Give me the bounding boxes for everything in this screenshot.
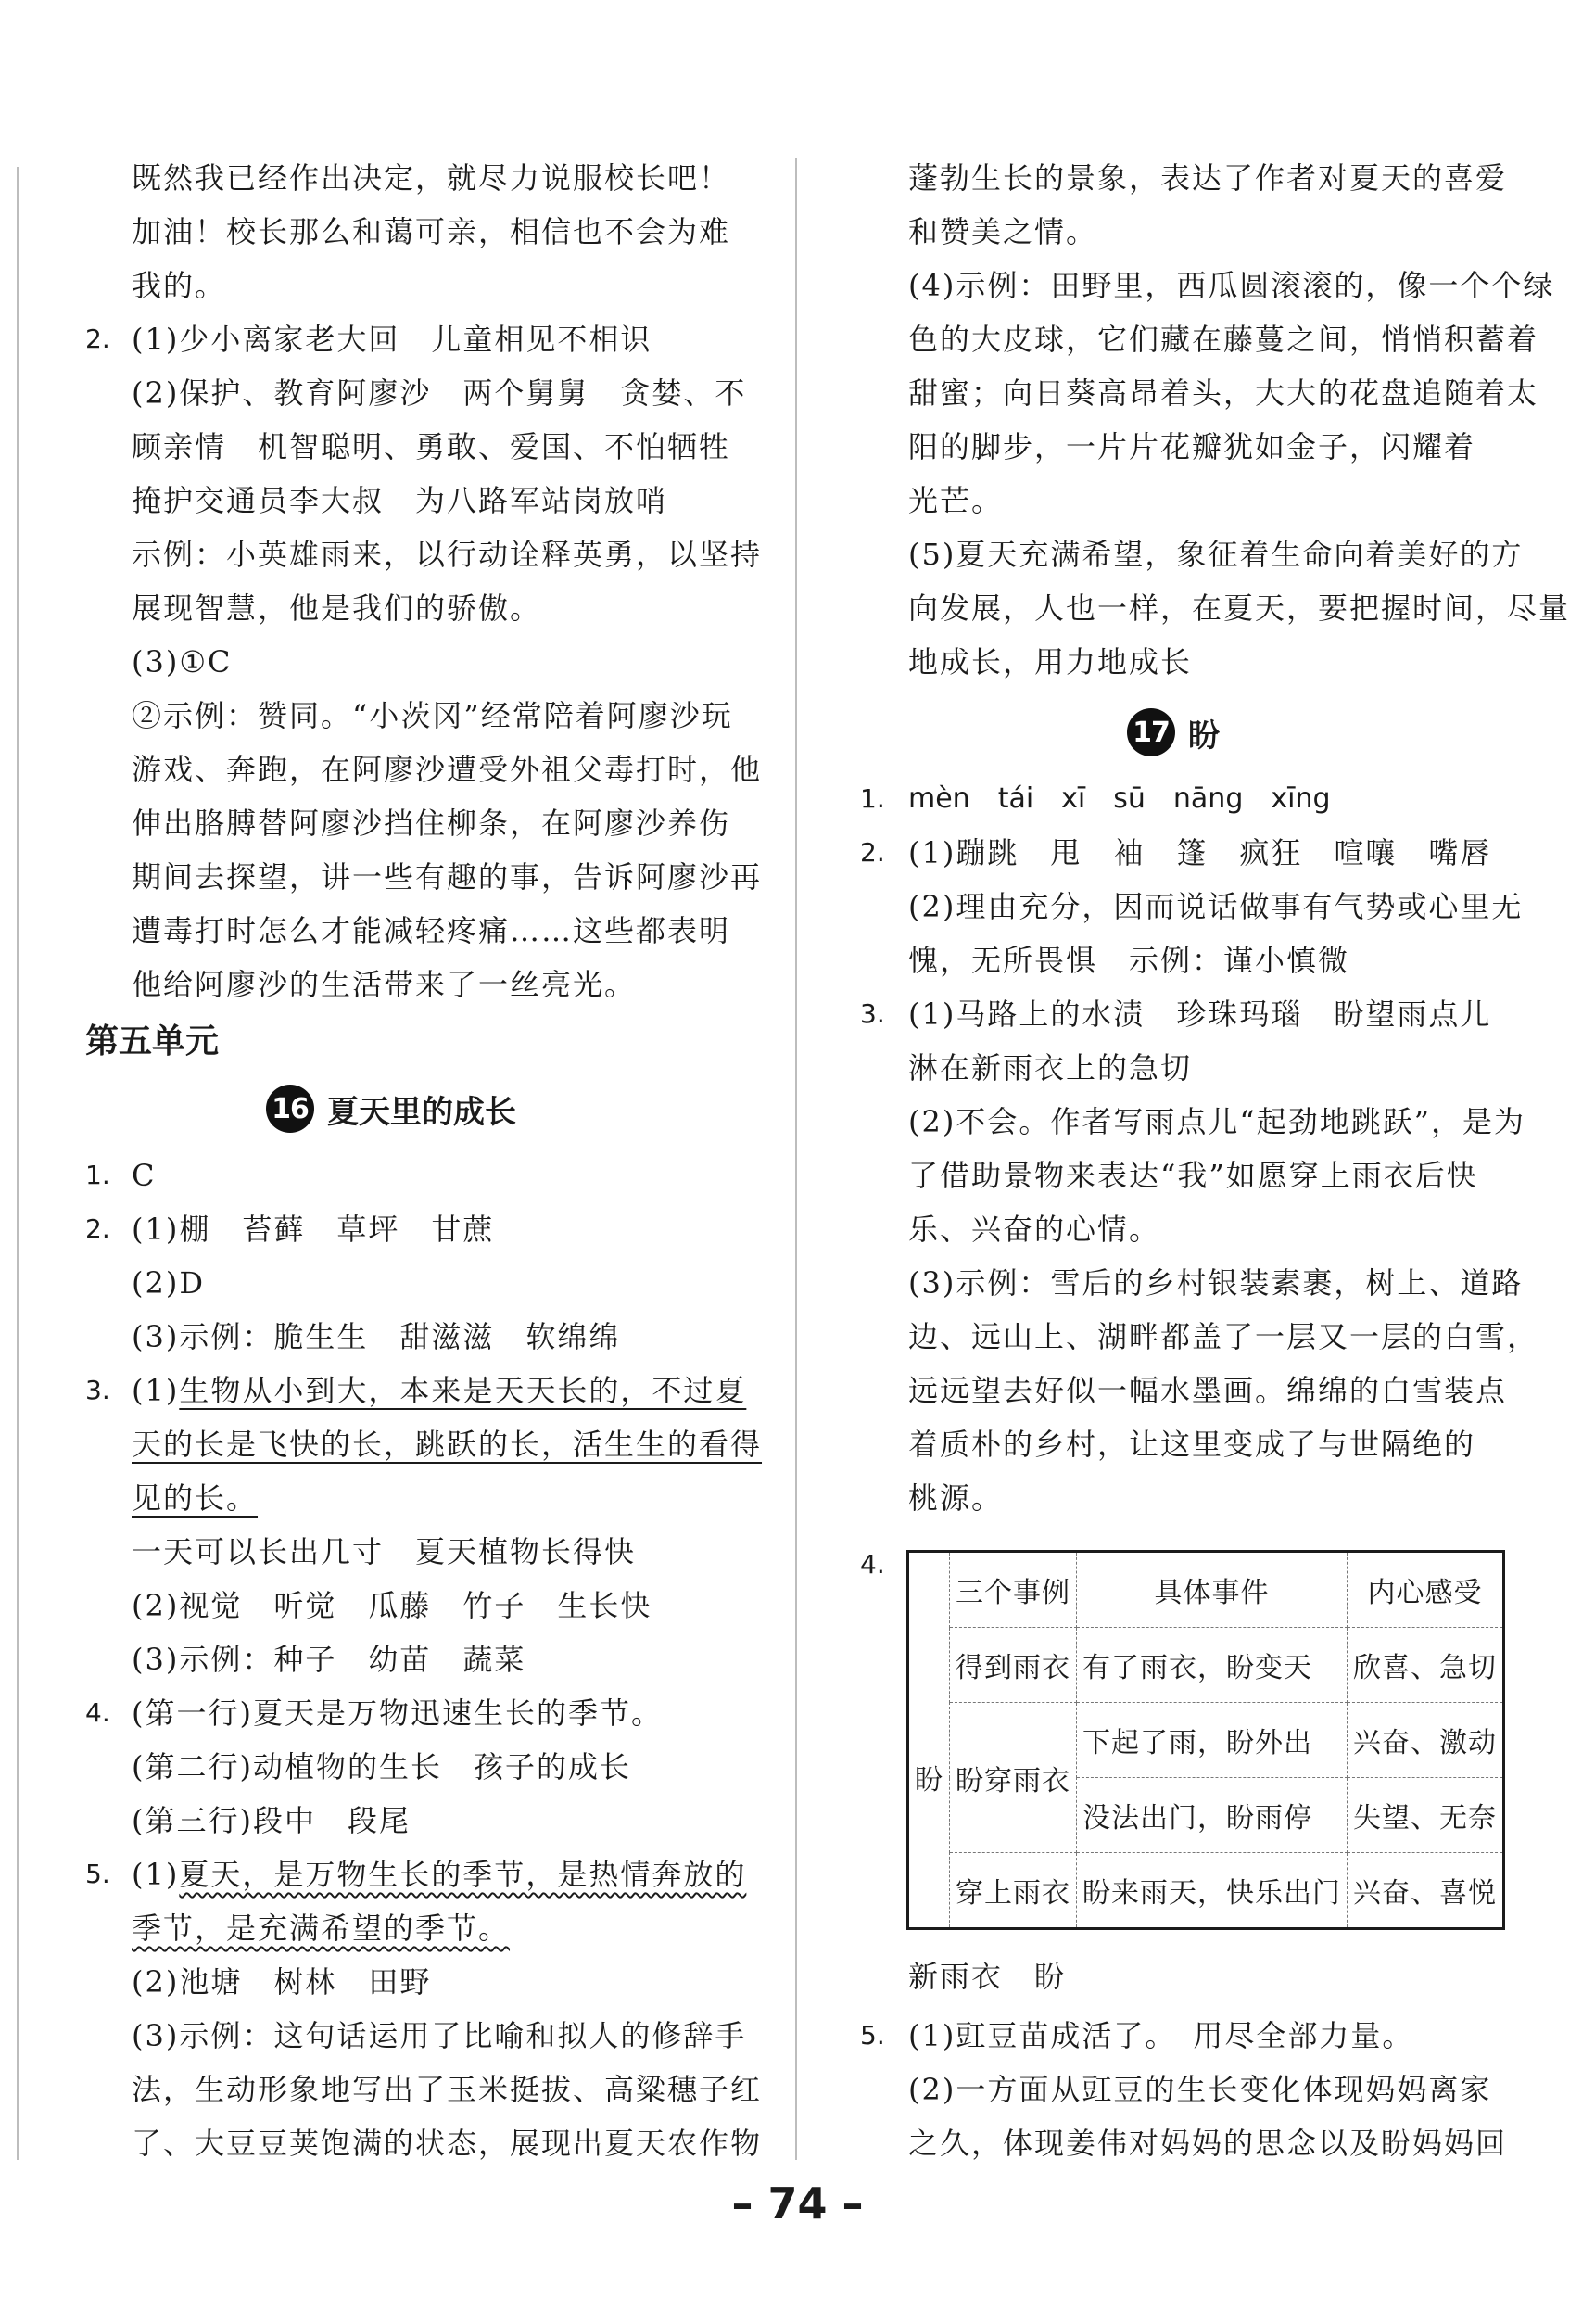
text-line: 和赞美之情。	[908, 214, 1098, 249]
table-side-cell: 盼	[908, 1628, 950, 1929]
text-prefix: (1)	[132, 1373, 180, 1408]
text-line: 一天可以长出几寸 夏天植物长得快	[132, 1534, 637, 1569]
question-number: 5.	[85, 1859, 110, 1889]
text-line: (4)示例：田野里，西瓜圆滚滚的，像一个个绿	[908, 268, 1555, 303]
lesson-number-badge: 16	[266, 1085, 314, 1133]
table-cell: 没法出门，盼雨停	[1077, 1778, 1348, 1853]
text-line: (1)蹦跳 甩 袖 篷 疯狂 喧嚷 嘴唇	[908, 835, 1492, 870]
table-cell: 欣喜、急切	[1348, 1628, 1504, 1703]
table-cell: 兴奋、喜悦	[1348, 1853, 1504, 1929]
text-line: 光芒。	[908, 483, 1004, 518]
text-line: (2)池塘 树林 田野	[132, 1964, 432, 2000]
text-line: 展现智慧，他是我们的骄傲。	[132, 591, 542, 626]
text-line: 桃源。	[908, 1480, 1004, 1516]
text-line: 我的。	[132, 268, 227, 303]
page-number: – 74 –	[731, 2178, 864, 2229]
table-cell: 下起了雨，盼外出	[1077, 1703, 1348, 1778]
text-line: (3)示例：这句话运用了比喻和拟人的修辞手	[132, 2018, 747, 2053]
table-row	[908, 1703, 1504, 1778]
text-line: 向发展，人也一样，在夏天，要把握时间，尽量	[908, 591, 1571, 626]
text-line: 加油！校长那么和蔼可亲，相信也不会为难	[132, 214, 731, 249]
text-line: 地成长，用力地成长	[908, 644, 1193, 679]
text-line	[132, 1856, 746, 1893]
text-line: (2)不会。作者写雨点儿“起劲地跳跃”，是为	[908, 1104, 1526, 1139]
table-cell: 兴奋、激动	[1348, 1703, 1504, 1778]
table-cell: 失望、无奈	[1348, 1778, 1504, 1853]
table-row	[908, 1628, 1504, 1703]
text-line: 遭毒打时怎么才能减轻疼痛……这些都表明	[132, 913, 731, 948]
lesson-number-badge: 17	[1127, 708, 1175, 756]
lesson-title: 夏天里的成长	[327, 1093, 516, 1131]
text-line: 既然我已经作出决定，就尽力说服校长吧！	[132, 160, 731, 196]
text-line: (3)①C	[132, 644, 233, 679]
text-line: (2)视觉 听觉 瓜藤 竹子 生长快	[132, 1588, 652, 1623]
table-row	[908, 1853, 1504, 1929]
question-number: 1.	[85, 1160, 110, 1190]
question-number: 4.	[860, 1549, 885, 1580]
text-line: 掩护交通员李大叔 为八路军站岗放哨	[132, 483, 668, 518]
table-cell	[908, 1552, 950, 1628]
text-line: 示例：小英雄雨来，以行动诠释英勇，以坚持	[132, 537, 763, 572]
table-header-cell: 内心感受	[1348, 1552, 1504, 1628]
question-number: 1.	[860, 783, 885, 814]
table-header-cell: 三个事例	[950, 1552, 1077, 1628]
lesson-heading	[1127, 708, 1220, 756]
table-header-cell: 具体事件	[1077, 1552, 1348, 1628]
text-line: 了、大豆豆荚饱满的状态，展现出夏天农作物	[132, 2126, 763, 2161]
feelings-table	[906, 1550, 1505, 1930]
text-line: 边、远山上、湖畔都盖了一层又一层的白雪，	[908, 1319, 1539, 1354]
lesson-title: 盼	[1188, 717, 1220, 755]
text-line: 甜蜜；向日葵高昂着头，大大的花盘追随着太	[908, 375, 1539, 411]
text-line: (2)一方面从豇豆的生长变化体现妈妈离家	[908, 2072, 1492, 2107]
unit-title: 第五单元	[85, 1022, 220, 1060]
question-number: 3.	[860, 998, 885, 1029]
text-line: (第三行)段中 段尾	[132, 1803, 411, 1838]
text-line: (第二行)动植物的生长 孩子的成长	[132, 1749, 631, 1784]
table-cell: 穿上雨衣	[950, 1853, 1077, 1929]
text-line: (1)马路上的水渍 珍珠玛瑙 盼望雨点儿	[908, 997, 1492, 1032]
table-cell: 盼穿雨衣	[950, 1703, 1077, 1853]
question-number: 5.	[860, 2020, 885, 2051]
text-line	[132, 1910, 510, 1947]
table-cell: 得到雨衣	[950, 1628, 1077, 1703]
text-line: C	[132, 1158, 157, 1193]
text-line: 愧，无所畏惧 示例：谨小慎微	[908, 943, 1350, 978]
text-line: ②示例：赞同。“小茨冈”经常陪着阿廖沙玩	[132, 698, 733, 733]
text-line: (2)D	[132, 1265, 205, 1301]
text-line: (3)示例：种子 幼苗 蔬菜	[132, 1642, 526, 1677]
text-line: 着质朴的乡村，让这里变成了与世隔绝的	[908, 1427, 1476, 1462]
text-line: 法，生动形象地写出了玉米挺拔、高粱穗子红	[132, 2072, 763, 2107]
underlined-text: 天的长是飞快的长，跳跃的长，活生生的看得	[132, 1427, 763, 1462]
text-line: (3)示例：雪后的乡村银装素裹，树上、道路	[908, 1265, 1524, 1301]
text-line: 伸出胳膊替阿廖沙挡住柳条，在阿廖沙养伤	[132, 806, 731, 841]
lesson-heading	[266, 1085, 516, 1133]
text-prefix: (1)	[132, 1857, 180, 1892]
wavy-underlined-text: 夏天，是万物生长的季节，是热情奔放的	[179, 1857, 747, 1892]
text-line: 之久，体现姜伟对妈妈的思念以及盼妈妈回	[908, 2126, 1508, 2161]
pinyin-line: mèn tái xī sū nāng xīng	[908, 782, 1331, 815]
text-line: (5)夏天充满希望，象征着生命向着美好的方	[908, 537, 1524, 572]
wavy-underlined-text: 季节，是充满希望的季节。	[132, 1911, 511, 1946]
table-row	[908, 1552, 1504, 1628]
text-line: (1)棚 苔藓 草坪 甘蔗	[132, 1212, 495, 1247]
text-line: 顾亲情 机智聪明、勇敢、爱国、不怕牺牲	[132, 429, 731, 464]
text-line: (第一行)夏天是万物迅速生长的季节。	[132, 1695, 663, 1731]
text-line: (3)示例：脆生生 甜滋滋 软绵绵	[132, 1319, 621, 1354]
question-number: 4.	[85, 1697, 110, 1728]
text-line: 了借助景物来表达“我”如愿穿上雨衣后快	[908, 1158, 1478, 1193]
column-divider	[795, 158, 797, 2160]
text-line: 远远望去好似一幅水墨画。绵绵的白雪装点	[908, 1373, 1508, 1408]
table-cell: 有了雨衣，盼变天	[1077, 1628, 1348, 1703]
table-cell: 盼来雨天，快乐出门	[1077, 1853, 1348, 1929]
question-number: 3.	[85, 1375, 110, 1405]
text-line: (2)保护、教育阿廖沙 两个舅舅 贪婪、不	[132, 375, 747, 411]
text-line: 期间去探望，讲一些有趣的事，告诉阿廖沙再	[132, 859, 763, 895]
text-line: 蓬勃生长的景象，表达了作者对夏天的喜爱	[908, 160, 1508, 196]
text-line: 阳的脚步，一片片花瓣犹如金子，闪耀着	[908, 429, 1476, 464]
text-line	[132, 1426, 762, 1463]
text-line: (1)少小离家老大回 儿童相见不相识	[132, 322, 652, 357]
left-margin-line	[17, 167, 19, 2160]
text-line	[132, 1479, 258, 1517]
text-line: 乐、兴奋的心情。	[908, 1212, 1161, 1247]
text-line: 游戏、奔跑，在阿廖沙遭受外祖父毒打时，他	[132, 752, 763, 787]
text-line	[132, 1372, 746, 1409]
question-number: 2.	[85, 1213, 110, 1244]
text-line: (2)理由充分，因而说话做事有气势或心里无	[908, 889, 1524, 924]
question-number: 2.	[860, 837, 885, 868]
text-line: 淋在新雨衣上的急切	[908, 1050, 1193, 1086]
question-number: 2.	[85, 324, 110, 354]
underlined-text: 见的长。	[132, 1480, 259, 1516]
text-line: (1)豇豆苗成活了。 用尽全部力量。	[908, 2018, 1414, 2053]
underlined-text: 生物从小到大，本来是天天长的，不过夏	[179, 1373, 747, 1408]
text-line: 新雨衣 盼	[908, 1959, 1067, 1994]
text-line: 色的大皮球，它们藏在藤蔓之间，悄悄积蓄着	[908, 322, 1539, 357]
text-line: 他给阿廖沙的生活带来了一丝亮光。	[132, 967, 637, 1002]
